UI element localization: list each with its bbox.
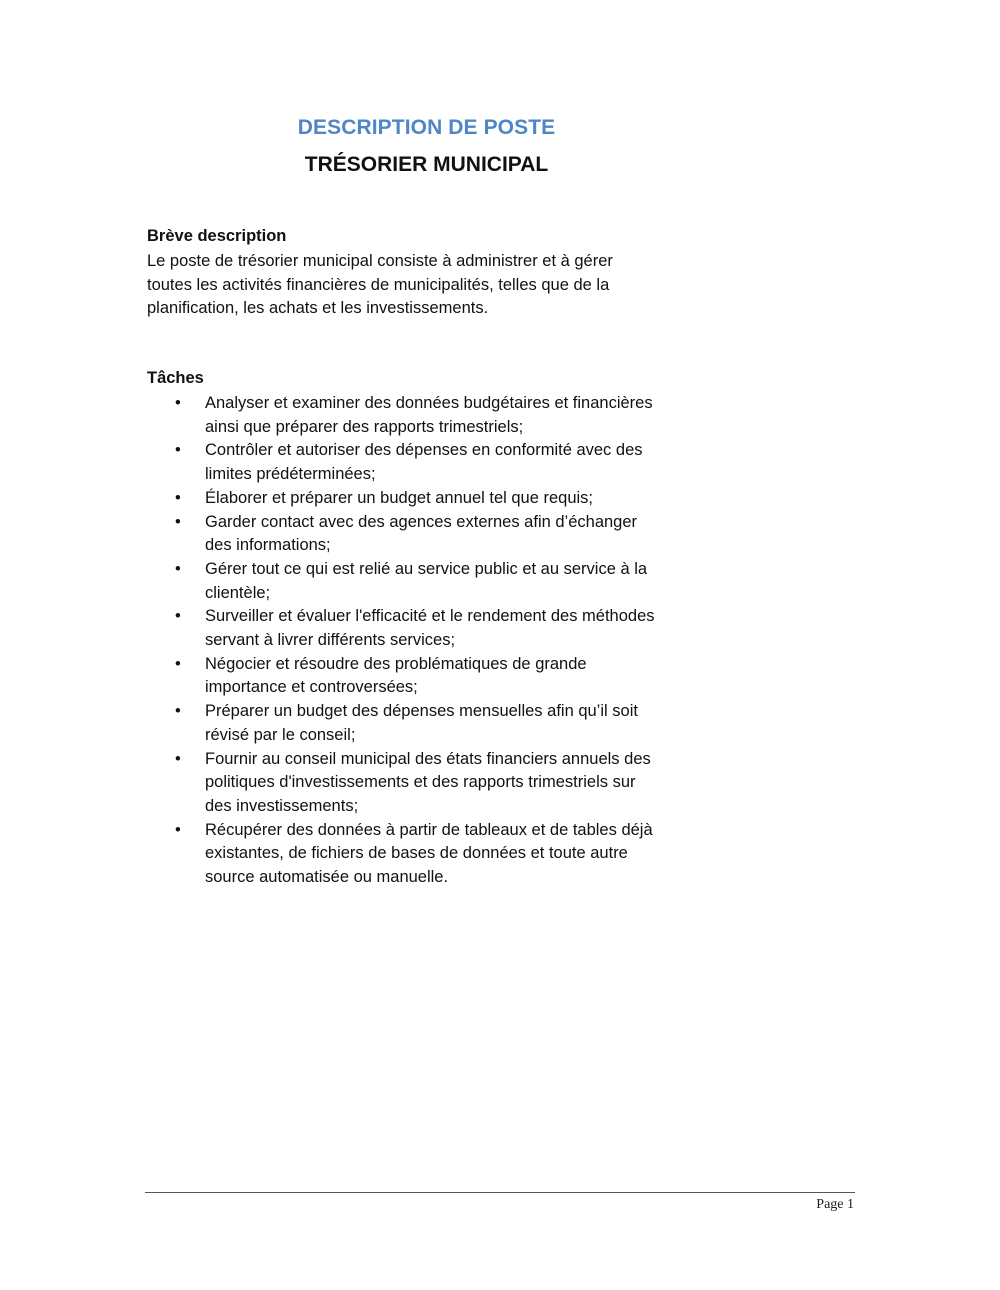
brief-description-line: Le poste de trésorier municipal consiste à administrer et à gérer <box>147 252 613 270</box>
task-text-line: des informations; <box>205 536 331 555</box>
task-text-line: Négocier et résoudre des problématiques de grande <box>205 654 587 673</box>
document-title: DESCRIPTION DE POSTE <box>297 116 556 139</box>
bullet-icon: • <box>175 441 181 460</box>
bullet-icon: • <box>175 559 181 578</box>
brief-description-text <box>147 250 677 321</box>
task-item <box>0 511 655 558</box>
task-text-line: révisé par le conseil; <box>205 725 356 744</box>
bullet-icon: • <box>175 394 181 412</box>
task-item <box>0 487 655 511</box>
task-text-line: Garder contact avec des agences externes afin d’échanger <box>205 512 638 531</box>
task-text-line: Analyser et examiner des données budgétaires et financières <box>205 394 653 412</box>
task-text-line: ainsi que préparer des rapports trimestriels; <box>205 417 524 436</box>
page-number: Page 1 <box>816 1197 854 1212</box>
task-text-line: limites prédéterminées; <box>205 465 376 484</box>
task-text-line: Fournir au conseil municipal des états financiers annuels des <box>205 749 651 768</box>
bullet-icon: • <box>175 488 181 507</box>
task-item <box>0 748 655 819</box>
task-text-line: clientèle; <box>205 583 271 602</box>
brief-description-line: planification, les achats et les investissements. <box>147 299 489 318</box>
bullet-icon: • <box>175 820 181 839</box>
task-text-line: servant à livrer différents services; <box>205 631 456 650</box>
bullet-icon: • <box>175 654 181 673</box>
brief-description-heading: Brève description <box>147 227 287 245</box>
task-text-line: Contrôler et autoriser des dépenses en conformité avec des <box>205 441 643 460</box>
task-item <box>0 653 655 700</box>
task-text-line: Préparer un budget des dépenses mensuelles afin qu’il soit <box>205 702 638 721</box>
task-text-line: existantes, de fichiers de bases de données et toute autre <box>205 844 628 863</box>
task-item <box>0 700 655 747</box>
bullet-icon: • <box>175 607 181 626</box>
task-text-line: des investissements; <box>205 796 359 815</box>
task-item <box>0 439 655 486</box>
task-item <box>0 819 655 890</box>
task-text-line: Gérer tout ce qui est relié au service public et au service à la <box>205 559 648 578</box>
bullet-icon: • <box>175 512 181 531</box>
task-item <box>0 558 655 605</box>
task-text-line: Surveiller et évaluer l'efficacité et le rendement des méthodes <box>205 607 655 626</box>
brief-description-line: toutes les activités financières de municipalités, telles que de la <box>147 275 610 294</box>
task-text-line: Récupérer des données à partir de tableaux et de tables déjà <box>205 820 653 839</box>
tasks-list <box>0 392 655 890</box>
bullet-icon: • <box>175 702 181 721</box>
footer-divider <box>145 1192 855 1193</box>
task-item <box>0 605 655 652</box>
bullet-icon: • <box>175 749 181 768</box>
task-text-line: importance et controversées; <box>205 678 418 697</box>
task-text-line: politiques d'investissements et des rapports trimestriels sur <box>205 773 636 792</box>
task-text-line: Élaborer et préparer un budget annuel tel que requis; <box>205 488 594 507</box>
tasks-heading: Tâches <box>147 369 204 387</box>
task-item <box>0 392 655 439</box>
task-text-line: source automatisée ou manuelle. <box>205 868 449 887</box>
job-title: TRÉSORIER MUNICIPAL <box>304 153 549 176</box>
